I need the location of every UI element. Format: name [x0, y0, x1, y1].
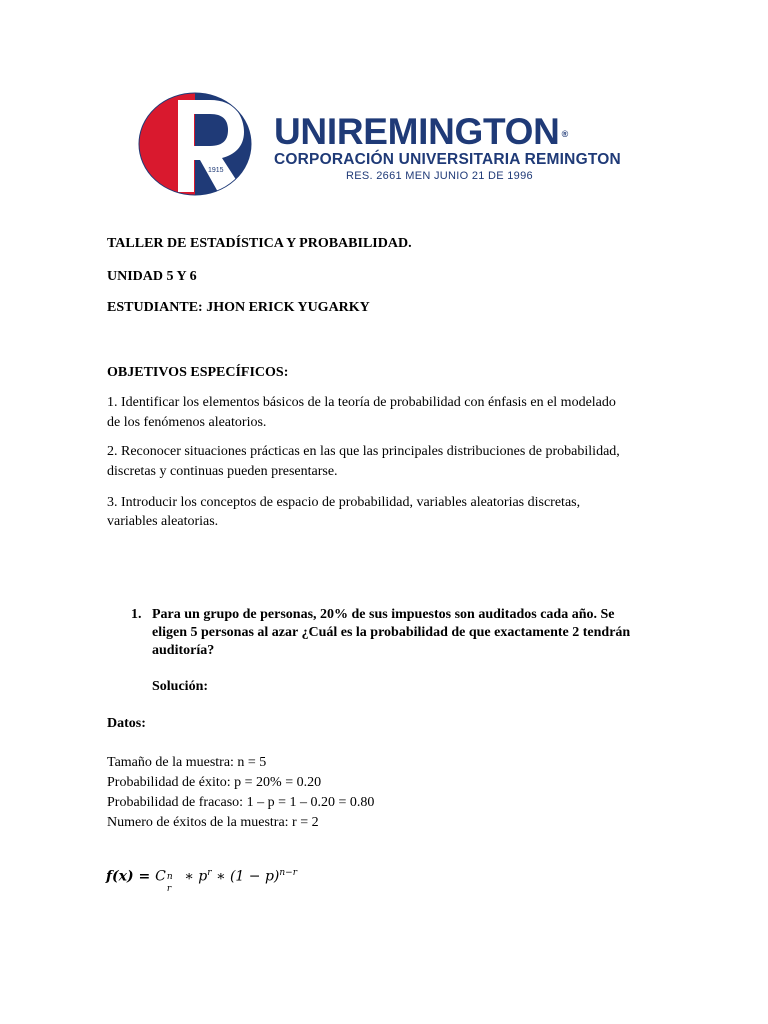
logo-year: 1915	[208, 167, 224, 174]
successes-count-line: Numero de éxitos de la muestra: r = 2	[107, 815, 319, 830]
question-line-3: auditoría?	[152, 643, 215, 658]
student-name: ESTUDIANTE: JHON ERICK YUGARKY	[107, 300, 370, 315]
formula-c: C	[155, 868, 166, 885]
formula-p-exp: r	[207, 868, 212, 878]
data-heading: Datos:	[107, 716, 146, 731]
formula-exp: n−r	[279, 868, 298, 878]
logo-wordmark	[274, 111, 654, 183]
question-line-1: Para un grupo de personas, 20% de sus impuestos son auditados cada año. Se	[152, 607, 615, 622]
sample-size-line: Tamaño de la muestra: n = 5	[107, 755, 267, 770]
objectives-heading: OBJETIVOS ESPECÍFICOS:	[107, 365, 289, 380]
formula-op1: ∗ p	[179, 868, 208, 885]
objective-2-line-2: discretas y continuas pueden presentarse.	[107, 464, 338, 479]
objective-1-line-1: 1. Identificar los elementos básicos de la teoría de probabilidad con énfasis en el modelado	[107, 395, 616, 410]
logo-brand-name: UNIREMINGTON ®	[274, 111, 568, 152]
question-number: 1.	[131, 607, 142, 622]
document-title: TALLER DE ESTADÍSTICA Y PROBABILIDAD.	[107, 236, 412, 251]
university-logo	[138, 92, 658, 196]
formula-lhs: f(x) =	[106, 868, 156, 885]
uniremington-emblem-icon	[138, 92, 252, 196]
objective-1-line-2: de los fenómenos aleatorios.	[107, 415, 267, 430]
logo-subtitle: CORPORACIÓN UNIVERSITARIA REMINGTON	[274, 151, 621, 168]
formula-op2: ∗ (1 − p)	[211, 868, 280, 885]
question-line-2: eligen 5 personas al azar ¿Cuál es la probabilidad de que exactamente 2 tendrán	[152, 625, 631, 640]
binomial-formula	[106, 868, 298, 894]
objective-3-line-1: 3. Introducir los conceptos de espacio de probabilidad, variables aleatorias discretas,	[107, 495, 581, 510]
registered-mark: ®	[561, 129, 568, 139]
failure-probability-line: Probabilidad de fracaso: 1 – p = 1 – 0.20 = 0.80	[107, 795, 375, 810]
formula-c-sup: n	[166, 871, 173, 882]
logo-resolution: RES. 2661 MEN JUNIO 21 DE 1996	[346, 170, 533, 182]
formula-c-sub: r	[166, 883, 172, 894]
objective-3-line-2: variables aleatorias.	[107, 514, 219, 529]
solution-label: Solución:	[152, 679, 209, 694]
objective-2-line-1: 2. Reconocer situaciones prácticas en las que las principales distribuciones de probabilidad,	[107, 444, 620, 459]
unit-label: UNIDAD 5 Y 6	[107, 269, 197, 284]
success-probability-line: Probabilidad de éxito: p = 20% = 0.20	[107, 775, 322, 790]
